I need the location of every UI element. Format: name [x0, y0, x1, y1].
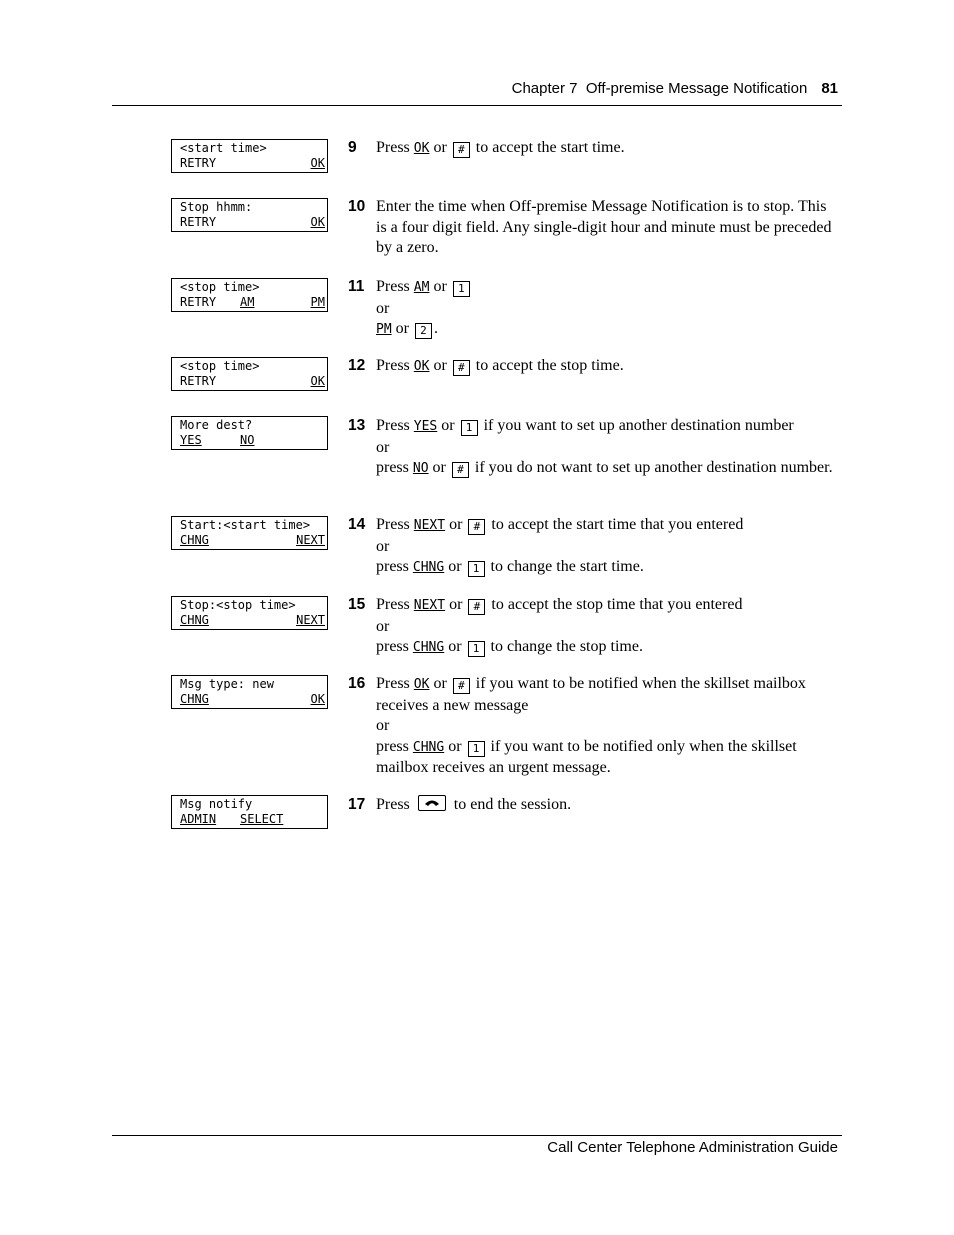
softkey-right: OK: [310, 156, 325, 170]
step-10: [348, 197, 838, 259]
footer-title: Call Center Telephone Administration Guide: [547, 1139, 838, 1156]
step-11: [348, 277, 838, 341]
softkey-mid: SELECT: [240, 812, 284, 826]
step-text: or: [445, 516, 467, 533]
display-line1: More dest?: [180, 418, 253, 432]
key-pound: #: [468, 599, 485, 615]
step-text: or: [429, 357, 451, 374]
step-text: Press: [376, 516, 414, 533]
step-number: 15: [348, 596, 366, 613]
display-stop-time-ampm: [171, 278, 328, 312]
step-text: or: [429, 278, 451, 295]
softkey-pm: PM: [376, 322, 392, 337]
step-12: [348, 356, 838, 378]
step-text: or: [444, 737, 466, 755]
step-number: 16: [348, 675, 366, 692]
step-text: Enter the time when Off-premise Message Notification is to stop. This is a four digit field. Any single-digit hour and minute must be preceded by a zero.: [376, 198, 832, 256]
key-1: 1: [468, 741, 485, 757]
step-text: Press: [376, 357, 414, 374]
step-text: Press: [376, 139, 414, 156]
key-1: 1: [461, 420, 478, 436]
display-line1: Stop hhmm:: [180, 200, 253, 214]
softkey-next: NEXT: [413, 518, 446, 533]
step-text: if you want to be notified when the skillset mailbox receives a new message: [376, 675, 806, 714]
softkey-right: OK: [310, 692, 325, 706]
softkey-left: YES: [180, 433, 202, 447]
display-line1: <stop time>: [180, 359, 260, 373]
display-stop-summary: [171, 596, 328, 630]
key-1: 1: [453, 281, 470, 297]
step-17: [348, 795, 838, 816]
step-text: or: [445, 596, 467, 613]
display-line1: <stop time>: [180, 280, 260, 294]
display-msg-type: [171, 675, 328, 709]
softkey-am: AM: [413, 280, 430, 295]
step-text: if you want to set up another destination number: [479, 417, 794, 434]
softkey-left: RETRY: [180, 215, 217, 229]
display-start-summary: [171, 516, 328, 550]
step-text: to accept the start time.: [471, 139, 625, 156]
display-stop-hhmm: [171, 198, 328, 232]
display-line1: <start time>: [180, 141, 267, 155]
softkey-ok: OK: [413, 359, 430, 374]
step-text: Press: [376, 417, 414, 434]
softkey-mid: AM: [240, 295, 255, 309]
display-start-time: [171, 139, 328, 173]
key-pound: #: [468, 519, 485, 535]
display-line1: Msg notify: [180, 797, 253, 811]
step-number: 12: [348, 357, 366, 374]
softkey-left: RETRY: [180, 295, 217, 309]
display-line1: Stop:<stop time>: [180, 598, 296, 612]
step-text: press: [376, 638, 413, 655]
handset-release-key-icon: [418, 795, 446, 811]
softkey-left: CHNG: [180, 692, 209, 706]
key-1: 1: [468, 641, 485, 657]
display-more-dest: [171, 416, 328, 450]
step-text: Press: [376, 596, 414, 613]
softkey-no: NO: [412, 461, 429, 476]
or-text: or: [376, 537, 390, 555]
softkey-ok: OK: [413, 677, 430, 692]
step-number: 13: [348, 417, 366, 434]
step-text: or: [391, 320, 413, 337]
step-text: Press: [376, 675, 414, 692]
softkey-right: OK: [310, 215, 325, 229]
page-number: 81: [821, 80, 838, 97]
softkey-left: RETRY: [180, 156, 217, 170]
key-pound: #: [453, 678, 470, 694]
softkey-left: CHNG: [180, 533, 209, 547]
step-text: if you want to be notified only when the skillset mailbox receives an urgent message.: [376, 737, 797, 776]
step-number: 11: [348, 278, 365, 295]
step-text: press: [376, 459, 413, 476]
or-text: or: [376, 717, 390, 734]
step-text: to change the start time.: [486, 558, 644, 575]
softkey-left: CHNG: [180, 613, 209, 627]
step-text: to accept the start time that you entered: [487, 516, 744, 533]
step-text: or: [429, 139, 451, 156]
step-text: press: [376, 737, 413, 755]
step-text: press: [376, 558, 413, 575]
step-text: or: [429, 675, 451, 692]
softkey-yes: YES: [413, 419, 438, 434]
step-number: 10: [348, 198, 366, 215]
step-14: [348, 515, 838, 579]
chapter-title: Chapter 7 Off-premise Message Notification: [511, 80, 808, 97]
softkey-next: NEXT: [413, 598, 446, 613]
step-text: to accept the stop time that you entered: [487, 596, 743, 613]
step-text: .: [433, 320, 438, 337]
header-text: [512, 80, 838, 97]
step-16: [348, 674, 838, 779]
step-number: 9: [348, 139, 357, 156]
or-text: or: [376, 617, 390, 635]
softkey-right: PM: [310, 295, 325, 309]
step-text: if you do not want to set up another destination number.: [470, 459, 833, 476]
key-pound: #: [453, 142, 470, 158]
key-1: 1: [468, 561, 485, 577]
step-text: to change the stop time.: [486, 638, 643, 655]
step-text: or: [444, 558, 466, 575]
step-text: Press: [376, 796, 414, 813]
softkey-chng: CHNG: [412, 560, 445, 575]
softkey-ok: OK: [413, 141, 430, 156]
step-13: [348, 416, 838, 480]
display-line1: Start:<start time>: [180, 518, 311, 532]
step-9: [348, 138, 838, 160]
footer-rule: [112, 1135, 842, 1136]
step-text: or: [444, 638, 466, 655]
page-header: [112, 79, 842, 106]
key-pound: #: [452, 462, 469, 478]
softkey-mid: NO: [240, 433, 255, 447]
softkey-right: NEXT: [296, 533, 325, 547]
or-text: or: [376, 299, 390, 317]
step-text: to end the session.: [449, 796, 572, 813]
or-text: or: [376, 438, 390, 456]
softkey-chng: CHNG: [412, 640, 445, 655]
softkey-chng: CHNG: [412, 739, 445, 755]
step-text: to accept the stop time.: [471, 357, 624, 374]
softkey-left: ADMIN: [180, 812, 217, 826]
softkey-left: RETRY: [180, 374, 217, 388]
key-2: 2: [415, 323, 432, 339]
step-text: or: [428, 459, 450, 476]
display-stop-time-ok: [171, 357, 328, 391]
step-15: [348, 595, 838, 659]
step-number: 17: [348, 796, 366, 813]
softkey-right: NEXT: [296, 613, 325, 627]
step-text: or: [437, 417, 459, 434]
step-text: Press: [376, 278, 414, 295]
display-msg-notify: [171, 795, 328, 829]
display-line1: Msg type: new: [180, 677, 274, 691]
softkey-right: OK: [310, 374, 325, 388]
step-number: 14: [348, 516, 366, 533]
key-pound: #: [453, 360, 470, 376]
